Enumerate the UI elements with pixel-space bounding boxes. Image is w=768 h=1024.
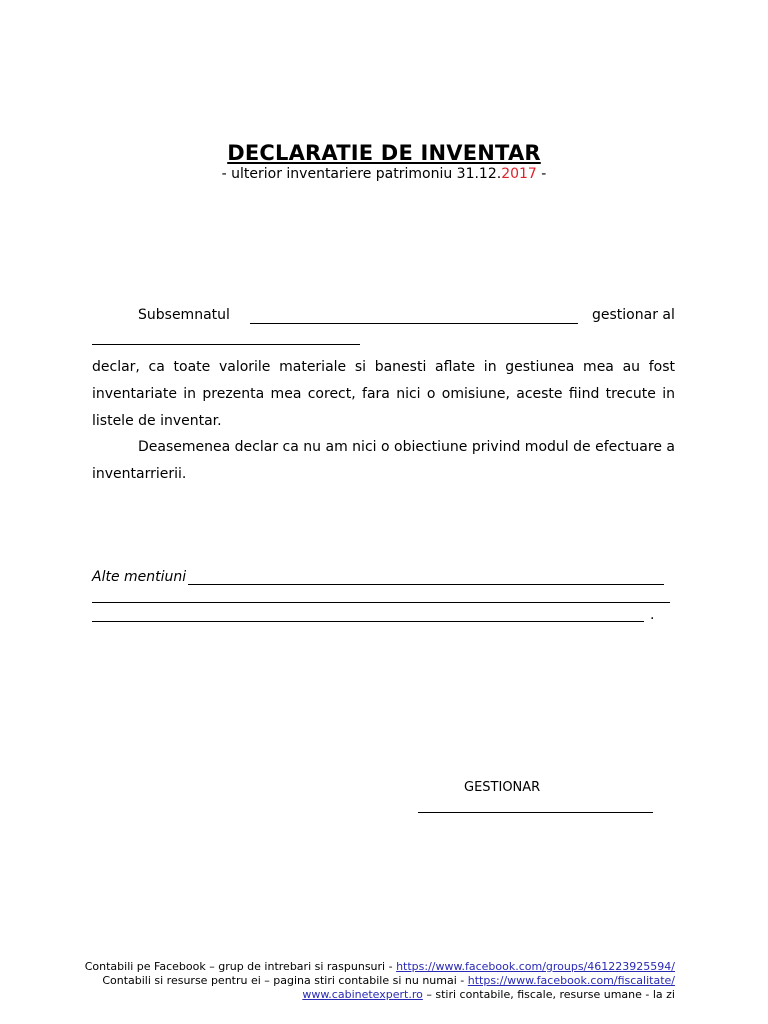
subsemnatul-label: Subsemnatul [138,307,230,323]
footer-line-1-text: Contabili pe Facebook – grup de intrebari si raspunsuri - [84,960,397,973]
footer-line-3 [302,988,675,1001]
declaration-line-1: declar, ca toate valorile materiale si banesti aflate in gestiunea mea au fost [92,359,675,375]
facebook-page-link[interactable]: https://www.facebook.com/fiscalitate/ [467,974,675,987]
gestionar-al-label: gestionar al [592,307,675,323]
gestiune-blank [92,330,360,345]
footer-line-2 [102,974,675,987]
mentions-blank-1 [188,570,664,585]
gestionar-signature-label: GESTIONAR [464,780,541,795]
footer-line-2-text: Contabili si resurse pentru ei – pagina stiri contabile si nu numai - [102,974,468,987]
facebook-group-link[interactable]: https://www.facebook.com/groups/461223925594/ [396,960,675,973]
document-subtitle [0,166,768,182]
cabinetexpert-link[interactable]: www.cabinetexpert.ro [302,988,423,1001]
declaration-line-3: listele de inventar. [92,413,222,429]
signature-blank [418,799,653,813]
objection-line-1: Deasemenea declar ca nu am nici o obiectiune privind modul de efectuare a [138,439,675,455]
mentions-blank-2 [92,591,670,603]
document-title: DECLARATIE DE INVENTAR [227,141,541,165]
subtitle-year: 2017 [501,166,537,182]
objection-line-2: inventarrierii. [92,466,187,482]
mentions-blank-3 [92,610,644,622]
name-blank [250,308,578,324]
mentions-label: Alte mentiuni [92,569,187,585]
declaration-line-2: inventariate in prezenta mea corect, fara nici o omisiune, aceste fiind trecute in [92,386,675,402]
footer-line-3-text: – stiri contabile, fiscale, resurse umane - la zi [422,988,675,1001]
mentions-end-mark: . [650,607,655,623]
subtitle-prefix: - ulterior inventariere patrimoniu 31.12. [221,166,502,182]
footer-line-1 [85,960,675,973]
subtitle-suffix: - [536,166,547,182]
